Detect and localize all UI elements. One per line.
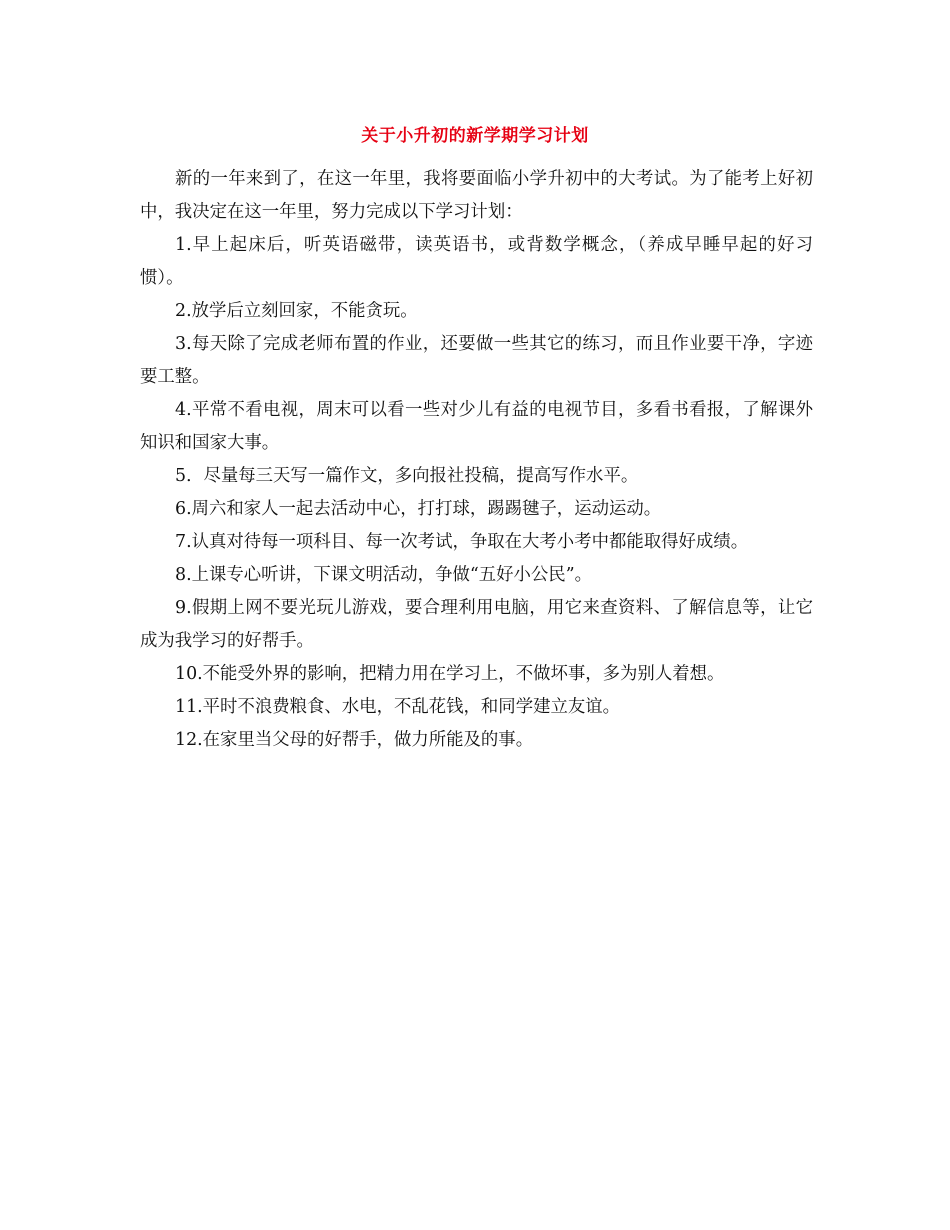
plan-item-12: 12.在家里当父母的好帮手，做力所能及的事。	[175, 730, 534, 750]
plan-item-5: 5．尽量每三天写一篇作文，多向报社投稿，提高写作水平。	[175, 466, 639, 486]
plan-item-7: 7.认真对待每一项科目、每一次考试，争取在大考小考中都能取得好成绩。	[175, 532, 749, 552]
plan-item-10: 10.不能受外界的影响，把精力用在学习上，不做坏事，多为别人着想。	[175, 664, 725, 684]
plan-item-11: 11.平时不浪费粮食、水电，不乱花钱，和同学建立友谊。	[175, 697, 621, 717]
document-title: 关于小升初的新学期学习计划	[361, 126, 589, 146]
plan-item-4: 4.平常不看电视，周末可以看一些对少儿有益的电视节目，多看书看报，了解课外知识和国家大事。	[140, 400, 813, 453]
plan-item-1: 1.早上起床后，听英语磁带，读英语书，或背数学概念，（养成早睡早起的好习惯）。	[140, 235, 813, 288]
plan-item-3: 3.每天除了完成老师布置的作业，还要做一些其它的练习，而且作业要干净，字迹要工整。	[140, 334, 813, 387]
document-body	[140, 163, 813, 757]
plan-item-8: 8.上课专心听讲，下课文明活动，争做“五好小公民”。	[175, 565, 592, 585]
plan-item-9: 9.假期上网不要光玩儿游戏，要合理利用电脑，用它来查资料、了解信息等，让它成为我学习的好帮手。	[140, 598, 813, 651]
plan-item-2: 2.放学后立刻回家，不能贪玩。	[175, 301, 418, 321]
plan-item-6: 6.周六和家人一起去活动中心，打打球，踢踢毽子，运动运动。	[175, 499, 662, 519]
intro-paragraph: 新的一年来到了，在这一年里，我将要面临小学升初中的大考试。为了能考上好初中，我决定在这一年里，努力完成以下学习计划：	[140, 169, 813, 222]
